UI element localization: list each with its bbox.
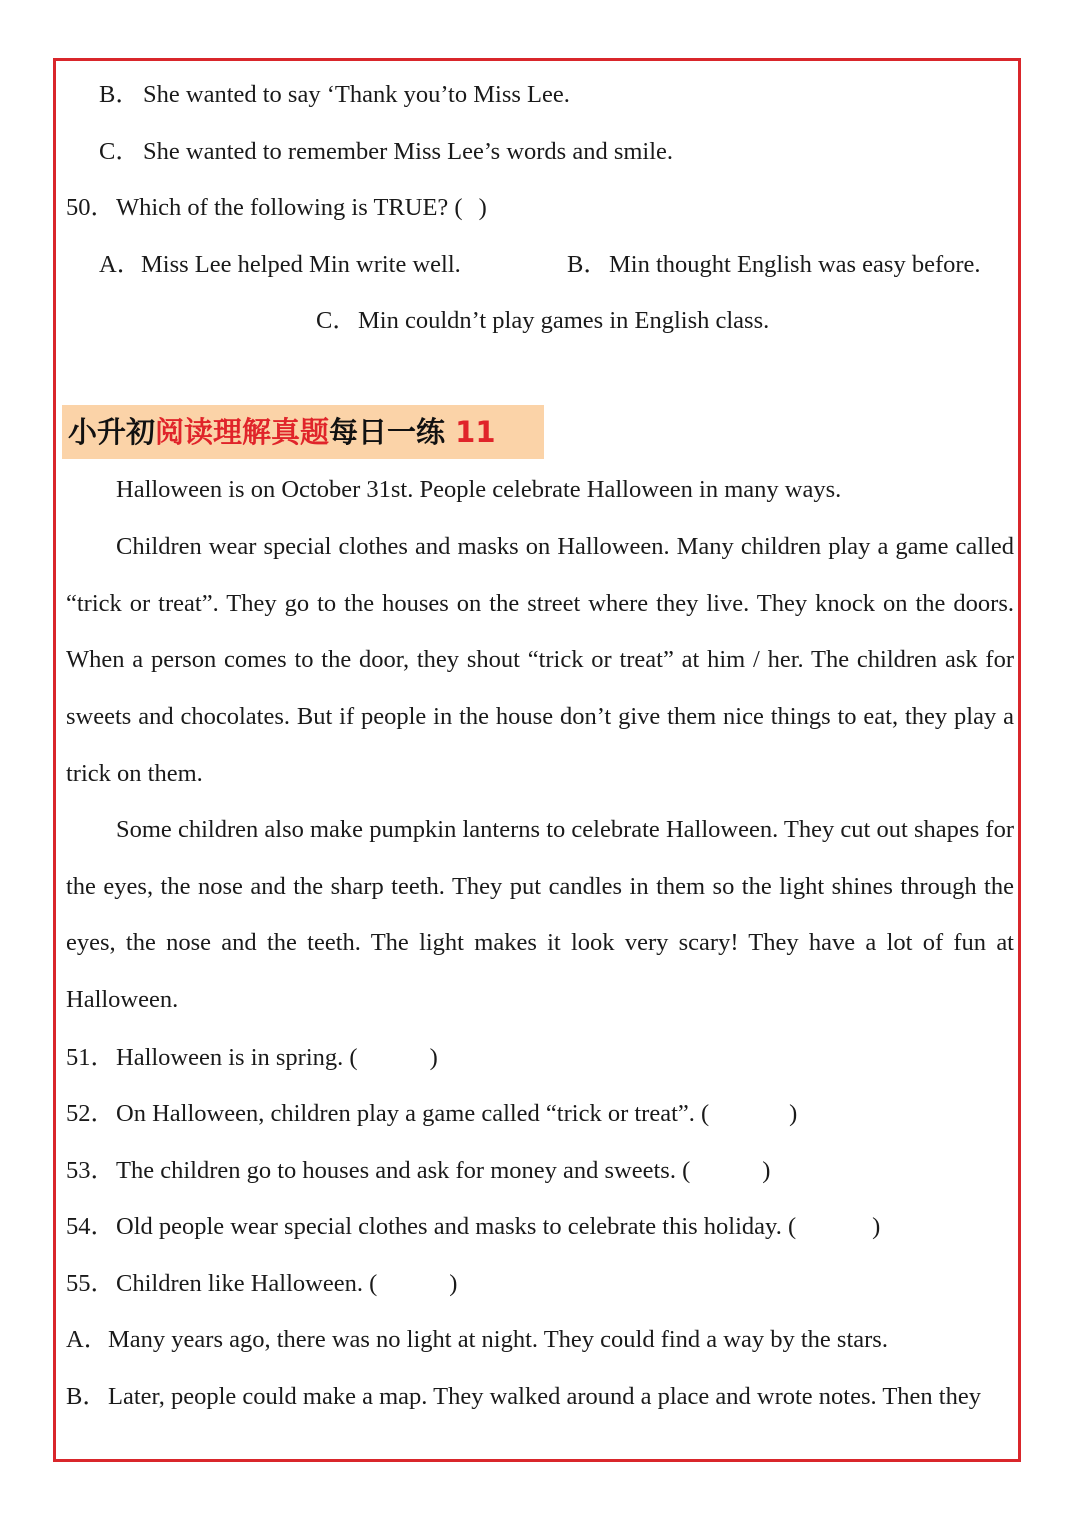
option-letter: C．	[316, 307, 357, 334]
option-b-prev	[99, 80, 570, 110]
question-text: Old people wear special clothes and masks to celebrate this holiday. (	[116, 1213, 797, 1240]
question-text: Which of the following is TRUE? (	[116, 194, 463, 221]
passage-paragraph-1: Halloween is on October 31st. People celebrate Halloween in many ways.	[116, 476, 842, 503]
question-number: 50．	[66, 194, 115, 221]
answer-blank-close: )	[762, 1157, 771, 1184]
q50-option-c	[316, 306, 769, 336]
option-text: Later, people could make a map. They walked around a place and wrote notes. Then they	[108, 1383, 981, 1410]
next-option-b	[66, 1382, 981, 1412]
question-50	[66, 193, 487, 223]
heading-number: 11	[455, 415, 496, 449]
option-text: Many years ago, there was no light at night. They could find a way by the stars.	[108, 1326, 888, 1353]
question-number: 52．	[66, 1100, 115, 1127]
question-54	[66, 1212, 880, 1242]
question-number: 53．	[66, 1157, 115, 1184]
answer-blank-close: )	[429, 1044, 438, 1071]
option-letter: A．	[66, 1326, 109, 1353]
option-letter: B．	[99, 81, 140, 108]
option-letter: B．	[66, 1383, 107, 1410]
heading-part3: 每日一练	[329, 415, 446, 449]
heading-part1: 小升初	[68, 415, 156, 449]
passage-paragraph-3: Some children also make pumpkin lanterns to celebrate Halloween. They cut out shapes for the eyes, the nose and the sharp teeth. They put candles in them so the light shines through the eyes, the nose and the teeth. The light makes it look very scary! They have a lot of fun at Halloween.	[66, 816, 1014, 1014]
heading-part2: 阅读理解真题	[155, 415, 330, 449]
option-text: Min thought English was easy before.	[609, 251, 981, 278]
option-letter: A．	[99, 251, 142, 278]
answer-blank-close: )	[789, 1100, 798, 1127]
next-option-a	[66, 1325, 888, 1355]
passage-paragraph-2: Children wear special clothes and masks on Halloween. Many children play a game called “trick or treat”. They go to the houses on the street where they live. They knock on the doors. When a person comes to the door, they shout “trick or treat” at him / her. The children ask for sweets and chocolates. But if people in the house don’t give them nice things to eat, they play a trick on them.	[66, 533, 1014, 787]
question-text: Halloween is in spring. (	[116, 1044, 358, 1071]
answer-blank-close: )	[449, 1270, 458, 1297]
question-51	[66, 1043, 438, 1073]
option-text: She wanted to remember Miss Lee’s words and smile.	[143, 138, 674, 165]
answer-blank-close: )	[478, 194, 487, 221]
option-text: She wanted to say ‘Thank you’to Miss Lee.	[143, 81, 570, 108]
question-number: 51．	[66, 1044, 115, 1071]
question-text: The children go to houses and ask for money and sweets. (	[116, 1157, 691, 1184]
option-c-prev	[99, 137, 673, 167]
question-text: On Halloween, children play a game called “trick or treat”. (	[116, 1100, 710, 1127]
answer-blank-close: )	[872, 1213, 881, 1240]
option-text: Min couldn’t play games in English class.	[358, 307, 770, 334]
question-number: 55．	[66, 1270, 115, 1297]
q50-option-a	[99, 250, 461, 280]
question-53	[66, 1156, 770, 1186]
q50-option-b	[567, 250, 981, 280]
question-text: Children like Halloween. (	[116, 1270, 378, 1297]
section-heading	[62, 405, 544, 459]
option-letter: C．	[99, 138, 140, 165]
question-52	[66, 1099, 797, 1129]
question-number: 54．	[66, 1213, 115, 1240]
option-letter: B．	[567, 251, 608, 278]
question-55	[66, 1269, 457, 1299]
option-text: Miss Lee helped Min write well.	[141, 251, 461, 278]
